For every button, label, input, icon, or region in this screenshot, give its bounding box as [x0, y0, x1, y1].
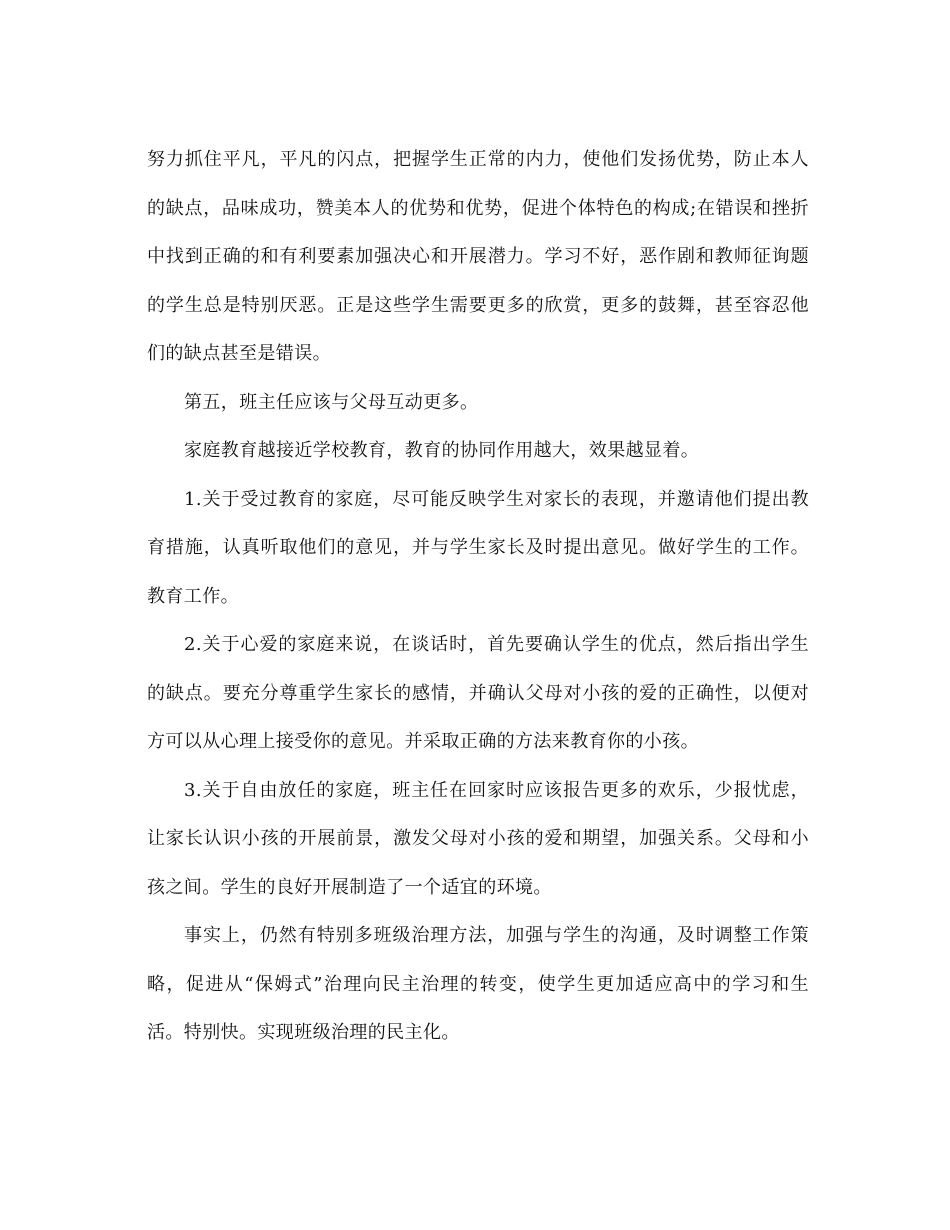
section-heading: 第五，班主任应该与父母互动更多。	[184, 391, 479, 413]
paragraph: 家庭教育越接近学校教育，教育的协同作用越大，效果越显着。	[184, 440, 700, 461]
list-item: 2.关于心爱的家庭来说，在谈话时，首先要确认学生的优点，然后指出学生的缺点。要充分尊重学生家长的感情，并确认父母对小孩的爱的正确性，以便对方可以从心理上接受你的意见。并采取正确的方法来教育你的小孩。	[147, 634, 809, 752]
paragraph: 事实上，仍然有特别多班级治理方法，加强与学生的沟通，及时调整工作策略，促进从“保姆式”治理向民主治理的转变，使学生更加适应高中的学习和生活。特别快。实现班级治理的民主化。	[147, 925, 809, 1043]
paragraph: 努力抓住平凡，平凡的闪点，把握学生正常的内力，使他们发扬优势，防止本人的缺点，品味成功，赞美本人的优势和优势，促进个体特色的构成;在错误和挫折中找到正确的和有利要素加强决心和开展潜力。学习不好，恶作剧和教师征询题的学生总是特别厌恶。正是这些学生需要更多的欣赏，更多的鼓舞，甚至容忍他们的缺点甚至是错误。	[147, 149, 809, 364]
list-item: 1.关于受过教育的家庭，尽可能反映学生对家长的表现，并邀请他们提出教育措施，认真听取他们的意见，并与学生家长及时提出意见。做好学生的工作。教育工作。	[147, 488, 809, 607]
document-body	[147, 136, 809, 1058]
list-item: 3.关于自由放任的家庭，班主任在回家时应该报告更多的欢乐，少报忧虑，让家长认识小孩的开展前景，激发父母对小孩的爱和期望，加强关系。父母和小孩之间。学生的良好开展制造了一个适宜的环境。	[147, 779, 809, 898]
